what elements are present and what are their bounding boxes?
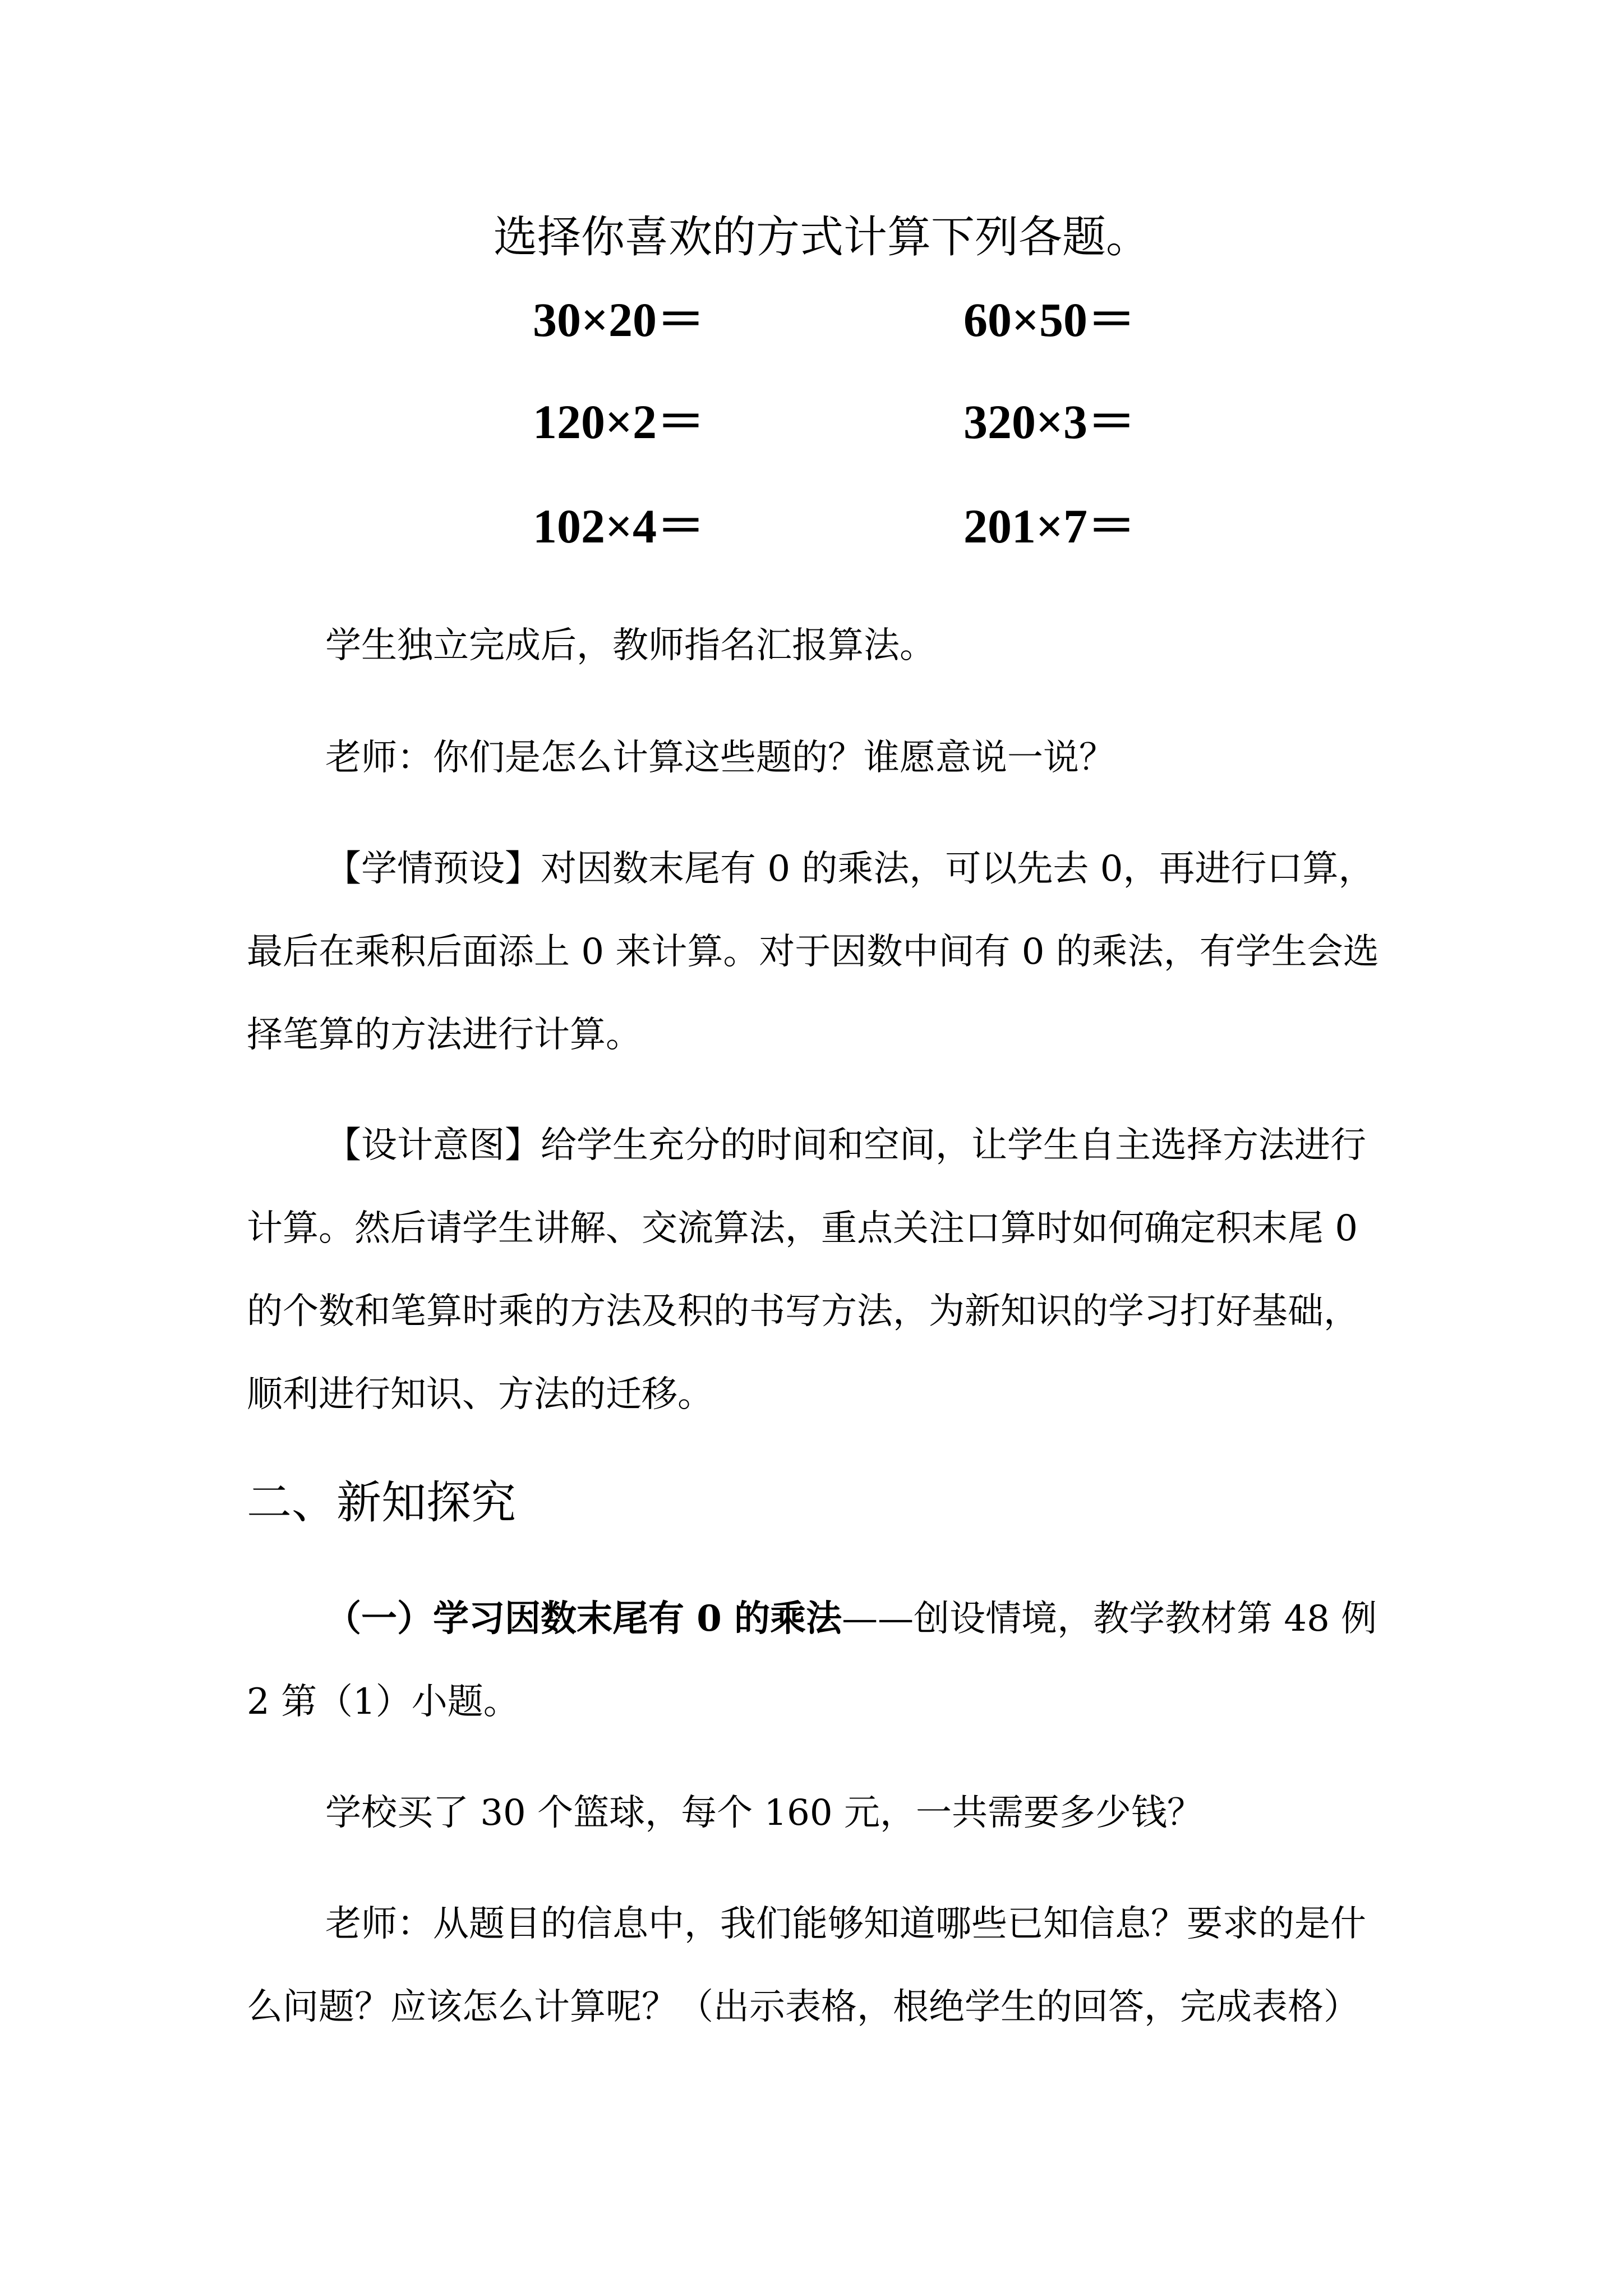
equation-6: 201×7＝: [963, 499, 1136, 553]
paragraph-teacher-guidance: 老师：从题目的信息中，我们能够知道哪些已知信息？要求的是什么问题？应该怎么计算呢？（出示表格，根绝学生的回答，完成表格）: [247, 1903, 1366, 2028]
paragraph-word-problem: 学校买了 30 个篮球，每个 160 元，一共需要多少钱？: [325, 1792, 1203, 1834]
section-heading: 二、新知探究: [247, 1476, 516, 1529]
exercise-title: 选择你喜欢的方式计算下列各题。: [494, 212, 1150, 263]
subsection-title: （一）学习因数末尾有 0 的乘法: [325, 1598, 842, 1640]
subsection-description: ——创设情境，教学教材第 48 例 2 第（1）小题。: [247, 1598, 1377, 1723]
paragraph-teacher-question: 老师：你们是怎么计算这些题的？谁愿意说一说？: [325, 737, 1115, 779]
paragraph-learning-preset: 【学情预设】对因数末尾有 0 的乘法，可以先去 0，再进行口算，最后在乘积后面添上 0 来计算。对于因数中间有 0 的乘法，有学生会选择笔算的方法进行计算。: [247, 848, 1379, 1056]
paragraph-design-intent: 【设计意图】给学生充分的时间和空间，让学生自主选择方法进行计算。然后请学生讲解、交流算法，重点关注口算时如何确定积末尾 0 的个数和笔算时乘的方法及积的书写方法，为新知识的学习打好基础，顺利进行知识、方法的迁移。: [247, 1125, 1366, 1415]
paragraph-subsection: [247, 1577, 1380, 1743]
equation-3: 120×2＝: [533, 395, 706, 449]
equation-1: 30×20＝: [533, 293, 706, 347]
equation-4: 320×3＝: [963, 395, 1136, 449]
equation-5: 102×4＝: [533, 499, 706, 553]
equation-2: 60×50＝: [963, 293, 1136, 347]
paragraph-report: 学生独立完成后，教师指名汇报算法。: [325, 625, 935, 666]
